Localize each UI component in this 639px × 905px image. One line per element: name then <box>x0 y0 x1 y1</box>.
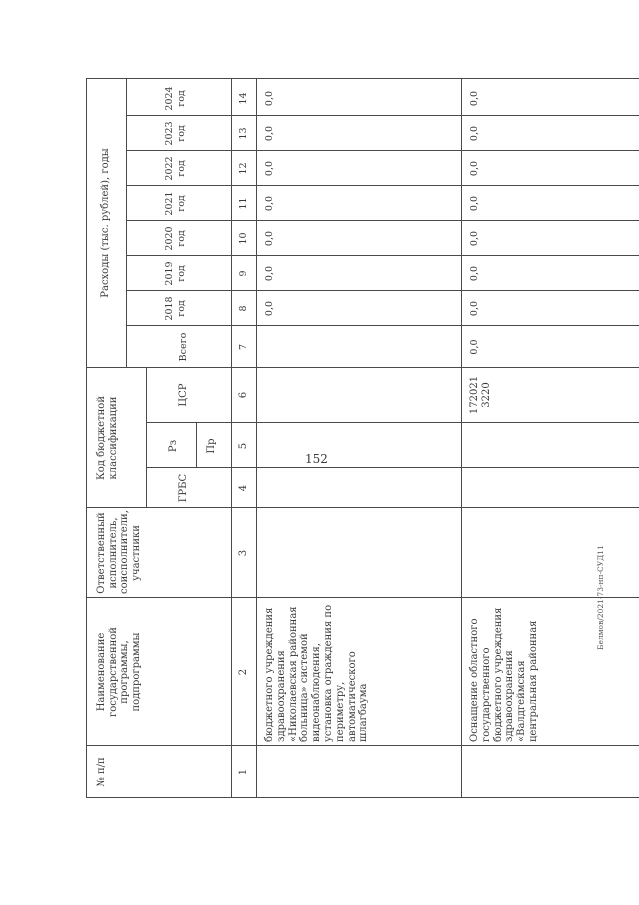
row-1-year-2022: 0,0 <box>264 160 275 177</box>
header-expenses: Расходы (тыс. рублей), годы <box>100 148 111 298</box>
row-1-year-2020: 0,0 <box>264 230 275 247</box>
header-total: Всего <box>178 332 189 362</box>
header-year-2019: 2019 год <box>164 261 187 286</box>
header-num: № п/п <box>96 757 107 787</box>
row-1-year-2021: 0,0 <box>264 195 275 212</box>
budget-code-subrule <box>146 368 147 508</box>
col-rule-10 <box>126 220 639 221</box>
header-name: Наименование государственной программы, подпрограммы <box>96 627 142 717</box>
col-num-13: 13 <box>238 127 249 140</box>
col-rule-7 <box>126 325 639 326</box>
col-rule-5 <box>146 422 639 423</box>
header-pr: Пр <box>206 438 217 454</box>
col-num-4: 4 <box>238 484 249 492</box>
col-rule-3 <box>86 507 639 508</box>
row-1-name: бюджетного учреждения здравоохранения «Николаевская районная больница» системой видеонаблюдения, установка ограждения по периметру, автоматического шлагбаума <box>264 604 370 742</box>
row-divider <box>461 78 462 798</box>
rz-pr-divider <box>196 423 197 468</box>
col-rule-8 <box>126 290 639 291</box>
col-rule-4 <box>146 467 639 468</box>
col-rule-12 <box>126 150 639 151</box>
row-1-year-2024: 0,0 <box>264 90 275 107</box>
header-csr: ЦСР <box>178 383 189 407</box>
col-num-3: 3 <box>238 549 249 557</box>
header-rule <box>231 78 232 798</box>
header-year-2020: 2020 год <box>164 226 187 251</box>
col-rule-6 <box>86 367 639 368</box>
col-num-11: 11 <box>238 197 249 210</box>
col-rule-9 <box>126 255 639 256</box>
header-year-2024: 2024 год <box>164 86 187 111</box>
header-rz: Рз <box>168 439 179 453</box>
row-2-year-2024: 0,0 <box>469 90 480 107</box>
col-num-6: 6 <box>238 391 249 399</box>
row-2-year-2020: 0,0 <box>469 230 480 247</box>
col-num-8: 8 <box>238 305 249 312</box>
col-num-2: 2 <box>238 668 249 676</box>
col-rule-1 <box>86 745 639 746</box>
header-responsible: Ответственный исполнитель, соисполнители, участники <box>96 510 142 594</box>
table-border-right <box>86 78 639 79</box>
header-year-2018: 2018 год <box>164 296 187 321</box>
row-2-year-2023: 0,0 <box>469 125 480 142</box>
page-number: 152 <box>305 452 328 466</box>
col-rule-2 <box>86 597 639 598</box>
col-num-5: 5 <box>238 442 249 450</box>
row-2-year-2018: 0,0 <box>469 300 480 317</box>
header-year-2022: 2022 год <box>164 156 187 181</box>
col-num-14: 14 <box>238 92 249 105</box>
header-grbs: ГРБС <box>178 473 189 503</box>
row-1-year-2023: 0,0 <box>264 125 275 142</box>
row-2-csr: 172021 3220 <box>469 375 492 415</box>
row-2-year-2021: 0,0 <box>469 195 480 212</box>
col-rule-11 <box>126 185 639 186</box>
header-budget-code: Код бюджетной классификации <box>96 396 119 480</box>
row-2-total: 0,0 <box>469 339 480 355</box>
header-year-2023: 2023 год <box>164 121 187 146</box>
col-num-1: 1 <box>238 768 249 776</box>
col-num-10: 10 <box>238 232 249 245</box>
table-border-top <box>86 78 87 798</box>
row-1-year-2019: 0,0 <box>264 265 275 282</box>
col-num-7: 7 <box>238 343 249 351</box>
table-border-left <box>86 797 639 798</box>
row-2-year-2019: 0,0 <box>469 265 480 282</box>
budget-table <box>86 78 639 798</box>
row-2-year-2022: 0,0 <box>469 160 480 177</box>
col-num-12: 12 <box>238 162 249 175</box>
numbering-rule <box>256 78 257 798</box>
row-1-year-2018: 0,0 <box>264 300 275 317</box>
row-2-name: Оснащение областного государственного бюджетного учреждения здравоохранения «Валдгеймская центральная районная <box>469 607 539 742</box>
col-rule-13 <box>126 115 639 116</box>
header-year-2021: 2021 год <box>164 191 187 216</box>
col-num-9: 9 <box>238 270 249 277</box>
